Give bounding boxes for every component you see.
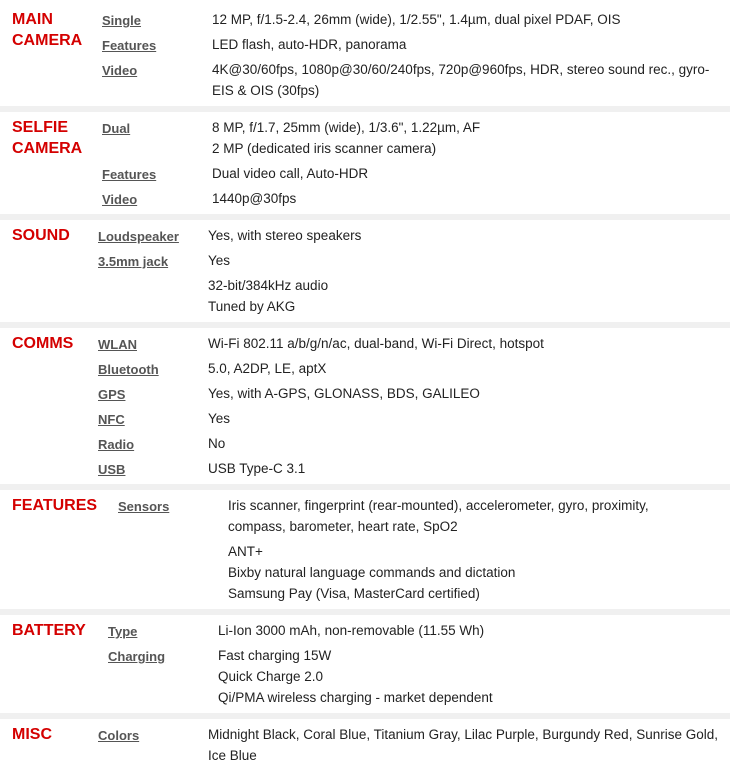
spec-row-nfc xyxy=(98,406,730,431)
spec-value: 32-bit/384kHz audio Tuned by AKG xyxy=(208,278,329,314)
spec-row-usb xyxy=(98,456,730,481)
spec-row-sensors xyxy=(118,493,730,539)
section-title: FEATURES xyxy=(12,497,98,514)
spec-label-empty xyxy=(98,273,208,276)
section-title: SOUND xyxy=(12,227,70,244)
spec-value: 12 MP, f/1.5-2.4, 26mm (wide), 1/2.55", 1.4µm, dual pixel PDAF, OIS xyxy=(212,12,621,27)
spec-link-single[interactable]: Single xyxy=(102,13,142,28)
spec-row-extra xyxy=(98,273,730,319)
spec-value: 4K@30/60fps, 1080p@30/60/240fps, 720p@960fps, HDR, stereo sound rec., gyro-EIS & OIS (30fps) xyxy=(212,62,710,98)
spec-row-charging xyxy=(108,643,730,710)
spec-link-video[interactable]: Video xyxy=(102,192,138,207)
spec-value: 8 MP, f/1.7, 25mm (wide), 1/3.6", 1.22µm, AF 2 MP (dedicated iris scanner camera) xyxy=(212,120,481,156)
spec-row-colors xyxy=(98,722,730,768)
spec-row-wlan xyxy=(98,331,730,356)
spec-value: Midnight Black, Coral Blue, Titanium Gray, Lilac Purple, Burgundy Red, Sunrise Gold, Ice Blue xyxy=(208,727,718,763)
section-title: BATTERY xyxy=(12,622,86,639)
spec-value: 5.0, A2DP, LE, aptX xyxy=(208,361,327,376)
spec-value: Dual video call, Auto-HDR xyxy=(212,166,369,181)
section-main-camera xyxy=(0,4,730,112)
spec-link-usb[interactable]: USB xyxy=(98,462,126,477)
spec-row-features xyxy=(102,32,730,57)
spec-link-sensors[interactable]: Sensors xyxy=(118,499,170,514)
spec-row-radio xyxy=(98,431,730,456)
spec-link-gps[interactable]: GPS xyxy=(98,387,126,402)
spec-row-video xyxy=(102,57,730,103)
spec-row-single xyxy=(102,7,730,32)
spec-link-radio[interactable]: Radio xyxy=(98,437,135,452)
section-title: MAIN CAMERA xyxy=(12,11,83,49)
spec-value: Fast charging 15W Quick Charge 2.0 Qi/PMA wireless charging - market dependent xyxy=(218,648,493,705)
spec-row-video xyxy=(102,186,730,211)
section-selfie-camera xyxy=(0,112,730,220)
spec-value: Yes, with A-GPS, GLONASS, BDS, GALILEO xyxy=(208,386,480,401)
spec-link-colors[interactable]: Colors xyxy=(98,728,140,743)
spec-value: Yes xyxy=(208,411,231,426)
section-sound xyxy=(0,220,730,328)
spec-value: LED flash, auto-HDR, panorama xyxy=(212,37,407,52)
spec-link-video[interactable]: Video xyxy=(102,63,138,78)
spec-row-bluetooth xyxy=(98,356,730,381)
spec-row-type xyxy=(108,618,730,643)
spec-row-gps xyxy=(98,381,730,406)
spec-value: 1440p@30fps xyxy=(212,191,297,206)
section-misc xyxy=(0,719,730,771)
spec-row-loudspeaker xyxy=(98,223,730,248)
spec-link-dual[interactable]: Dual xyxy=(102,121,131,136)
spec-row-extra xyxy=(118,539,730,606)
spec-link-wlan[interactable]: WLAN xyxy=(98,337,137,352)
spec-link-type[interactable]: Type xyxy=(108,624,138,639)
spec-link-features[interactable]: Features xyxy=(102,167,157,182)
spec-value: No xyxy=(208,436,226,451)
spec-value: USB Type-C 3.1 xyxy=(208,461,306,476)
spec-label-empty xyxy=(118,539,228,542)
spec-value: ANT+ Bixby natural language commands and dictation Samsung Pay (Visa, MasterCard certified) xyxy=(228,544,516,601)
section-comms xyxy=(0,328,730,490)
spec-value: Wi-Fi 802.11 a/b/g/n/ac, dual-band, Wi-Fi Direct, hotspot xyxy=(208,336,544,351)
spec-row-dual xyxy=(102,115,730,161)
spec-value: Li-Ion 3000 mAh, non-removable (11.55 Wh) xyxy=(218,623,485,638)
spec-link-bluetooth[interactable]: Bluetooth xyxy=(98,362,159,377)
section-title: COMMS xyxy=(12,335,74,352)
spec-link-loudspeaker[interactable]: Loudspeaker xyxy=(98,229,179,244)
section-features xyxy=(0,490,730,615)
spec-row-features xyxy=(102,161,730,186)
spec-link-charging[interactable]: Charging xyxy=(108,649,166,664)
spec-link-features[interactable]: Features xyxy=(102,38,157,53)
section-title: MISC xyxy=(12,726,52,743)
section-battery xyxy=(0,615,730,719)
spec-link-3-5mm-jack[interactable]: 3.5mm jack xyxy=(98,254,169,269)
section-title: SELFIE CAMERA xyxy=(12,119,83,157)
spec-value: Yes, with stereo speakers xyxy=(208,228,362,243)
spec-value: Yes xyxy=(208,253,231,268)
spec-link-nfc[interactable]: NFC xyxy=(98,412,125,427)
spec-value: Iris scanner, fingerprint (rear-mounted), accelerometer, gyro, proximity, compass, barometer, heart rate, SpO2 xyxy=(228,498,649,534)
spec-row-jack xyxy=(98,248,730,273)
